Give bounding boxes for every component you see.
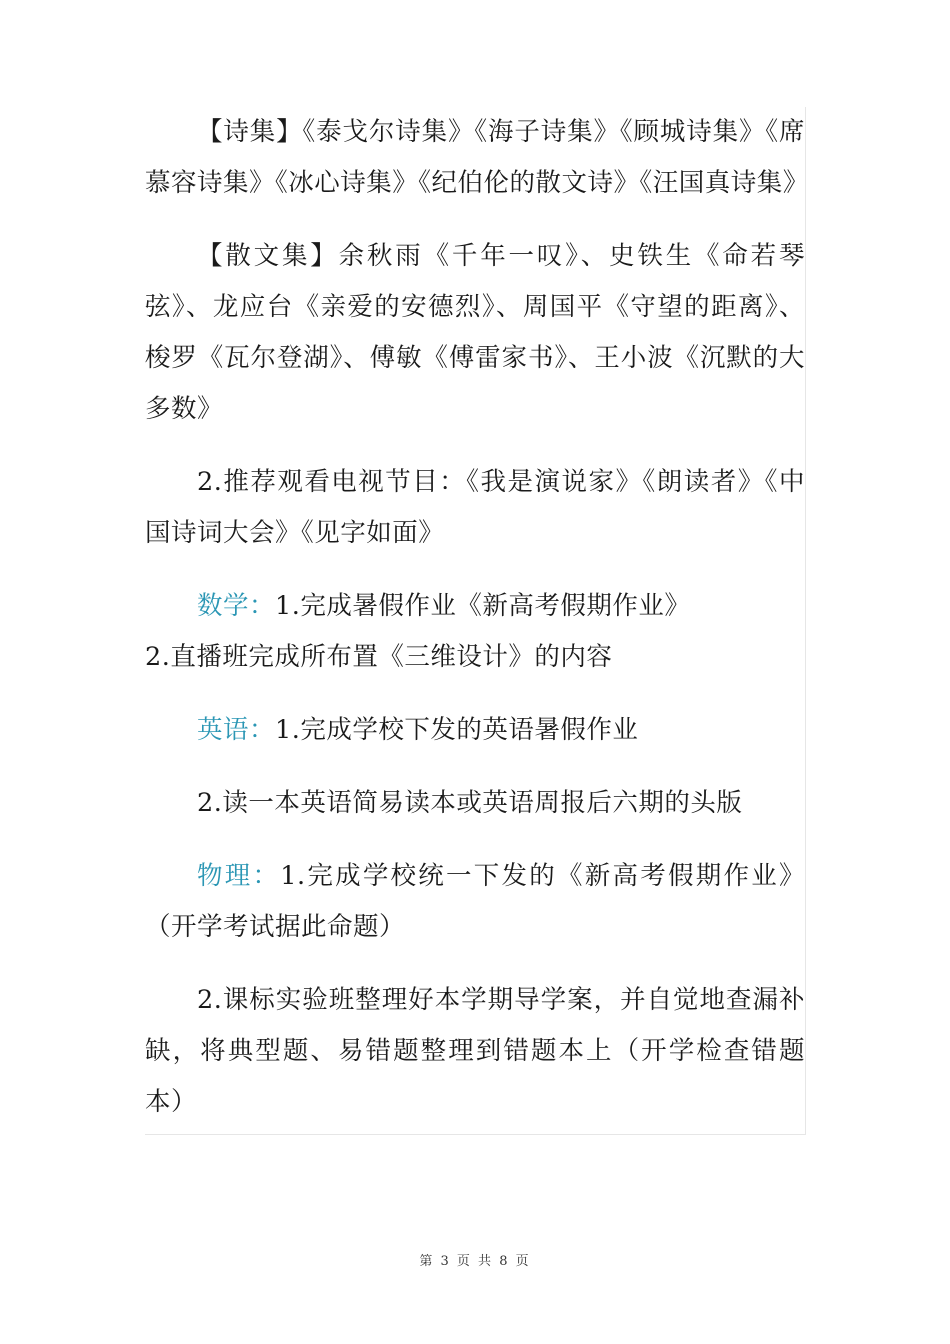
physics-label: 物理： — [197, 861, 281, 891]
physics-item-1 — [145, 851, 805, 953]
math-label: 数学： — [197, 591, 276, 621]
math-item-2: 2.直播班完成所布置《三维设计》的内容 — [145, 642, 613, 672]
physics-item-2: 2.课标实验班整理好本学期导学案，并自觉地查漏补缺，将典型题、易错题整理到错题本上（开学检查错题本） — [145, 985, 805, 1117]
poetry-paragraph: 【诗集】《泰戈尔诗集》《海子诗集》《顾城诗集》《席慕容诗集》《冰心诗集》《纪伯伦的散文诗》《汪国真诗集》 — [145, 117, 809, 198]
english-item-2: 2.读一本英语简易读本或英语周报后六期的头版 — [197, 788, 743, 818]
math-item-1 — [145, 581, 805, 632]
page-footer: 第 3 页 共 8 页 — [419, 1254, 531, 1269]
english-item-1 — [145, 705, 805, 756]
english-label: 英语： — [197, 715, 276, 745]
document-body — [145, 107, 809, 1135]
math-item-1-text: 1.完成暑假作业《新高考假期作业》 — [275, 591, 691, 621]
prose-paragraph: 【散文集】余秋雨《千年一叹》、史铁生《命若琴弦》、龙应台《亲爱的安德烈》、周国平《守望的距离》、梭罗《瓦尔登湖》、傅敏《傅雷家书》、王小波《沉默的大多数》 — [145, 241, 805, 424]
english-item-1-text: 1.完成学校下发的英语暑假作业 — [275, 715, 639, 745]
physics-item-1-text: 1.完成学校统一下发的《新高考假期作业》（开学考试据此命题） — [145, 861, 805, 942]
tv-paragraph: 2.推荐观看电视节目：《我是演说家》《朗读者》《中国诗词大会》《见字如面》 — [145, 467, 805, 548]
